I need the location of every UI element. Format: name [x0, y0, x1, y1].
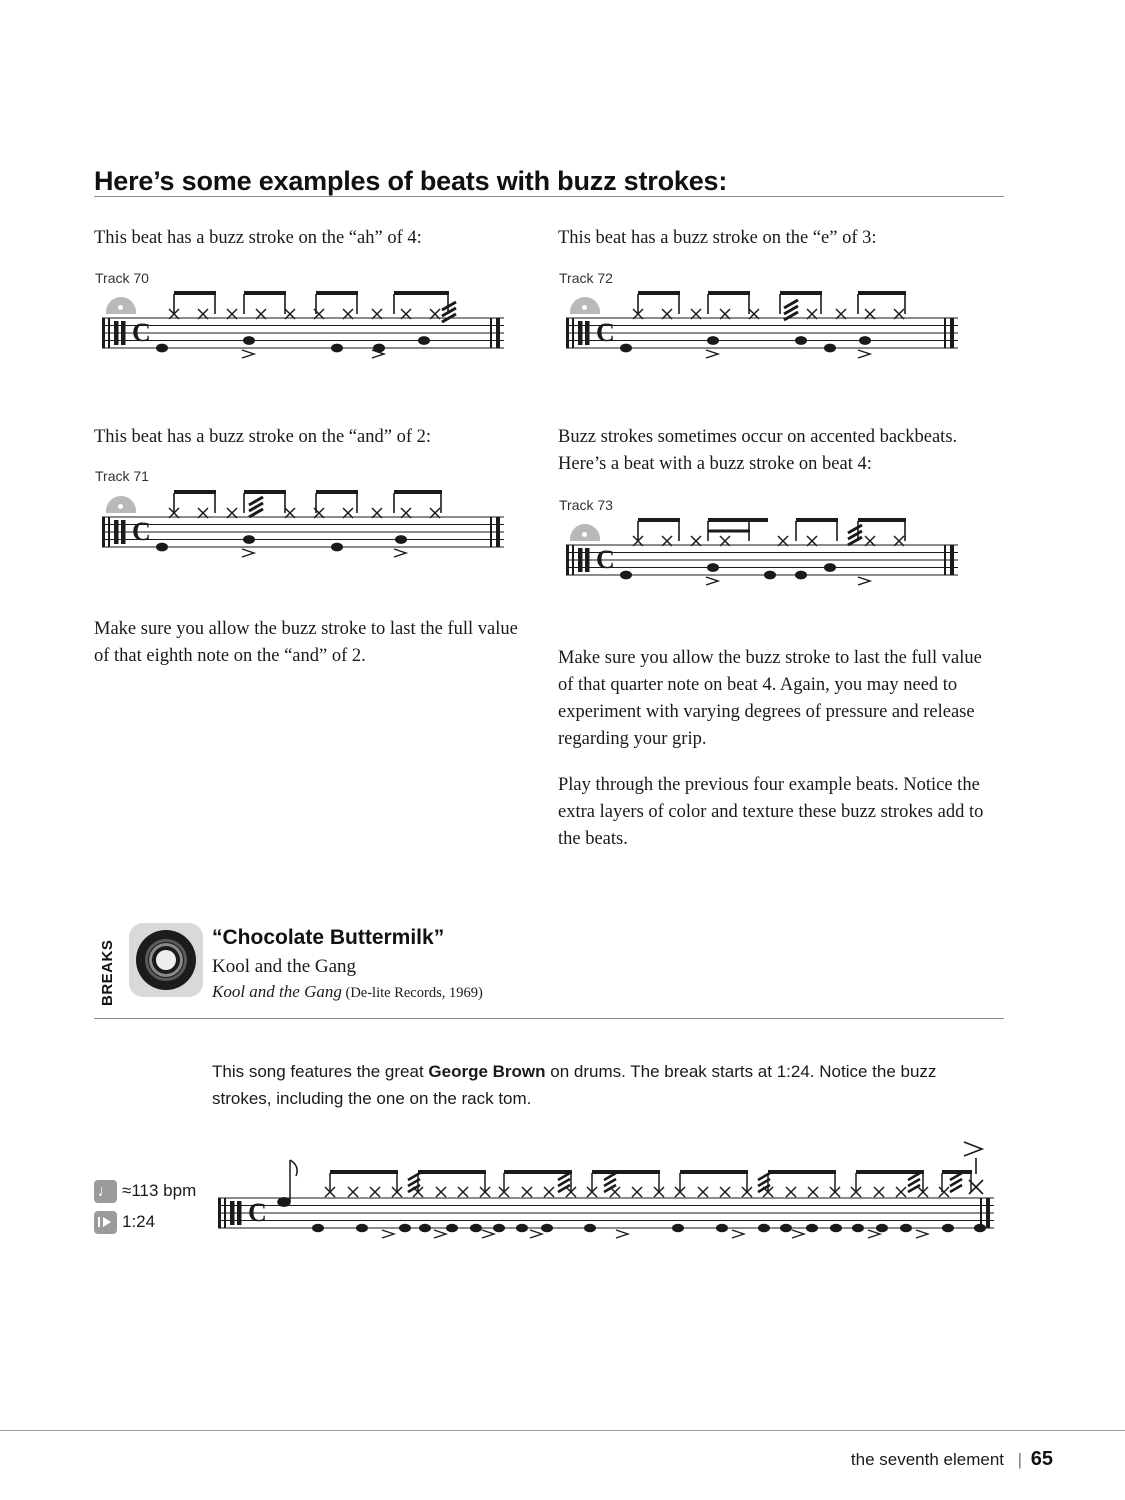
footer-separator: | — [1017, 1450, 1022, 1469]
footer-divider — [0, 1430, 1125, 1431]
page-number: 65 — [1030, 1448, 1053, 1470]
tempo-note-icon: ♩ — [94, 1180, 117, 1203]
break-description-suffix: on drums. The break starts at 1:24. Notice the buzz strokes, including the one on the rack tom. — [212, 1062, 937, 1108]
break-release-info: (De-lite Records, 1969) — [341, 985, 483, 1001]
example-3-notation — [94, 487, 514, 567]
right-note-2: Play through the previous four example beats. Notice the extra layers of color and texture these buzz strokes add to the beats. — [558, 775, 984, 849]
svg-text:C: C — [596, 318, 615, 347]
breaks-tab — [95, 922, 121, 1006]
break-album-title: Kool and the Gang — [212, 982, 342, 1001]
breaks-divider — [94, 1018, 1004, 1019]
svg-text:C: C — [596, 545, 615, 574]
break-drummer-name: George Brown — [428, 1062, 546, 1081]
right-note-1: Make sure you allow the buzz stroke to last the full value of that quarter note on beat 4. Again, you may need to experiment with varying degrees of pressure and release regarding your grip. — [558, 648, 982, 749]
break-artist: Kool and the Gang — [212, 956, 357, 977]
staff-svg-1 — [94, 288, 514, 368]
break-description-prefix: This song features the great — [212, 1062, 429, 1081]
staff-svg-2 — [558, 288, 978, 368]
footer-section-label: the seventh element — [850, 1450, 1004, 1469]
staff-svg-4 — [558, 515, 978, 595]
example-2-caption: This beat has a buzz stroke on the “e” of 3: — [558, 228, 877, 248]
example-3-track-label: Track 71 — [95, 468, 149, 484]
example-4-caption: Buzz strokes sometimes occur on accented backbeats. Here’s a beat with a buzz stroke on beat 4: — [558, 427, 958, 474]
example-1-track-label: Track 70 — [95, 270, 149, 286]
example-2-track-label: Track 72 — [559, 270, 613, 286]
staff-svg-3 — [94, 487, 514, 567]
play-icon[interactable] — [94, 1211, 117, 1234]
break-album-line — [212, 982, 483, 1002]
break-timestamp: 1:24 — [122, 1212, 156, 1231]
svg-text:C: C — [248, 1198, 267, 1227]
example-4-notation — [558, 515, 978, 595]
staff-svg-break — [212, 1130, 1002, 1250]
break-song-title: “Chocolate Buttermilk” — [212, 926, 445, 949]
break-description — [212, 1058, 992, 1112]
svg-text:C: C — [132, 517, 151, 546]
left-note-text: Make sure you allow the buzz stroke to last the full value of that eighth note on the “and” of 2. — [94, 619, 518, 666]
example-1-caption: This beat has a buzz stroke on the “ah” of 4: — [94, 228, 422, 248]
heading-divider — [94, 196, 1004, 197]
breaks-tab-label: BREAKS — [99, 939, 116, 1006]
vinyl-disc — [136, 930, 196, 990]
break-notation — [212, 1130, 1002, 1250]
tempo-value: ≈113 bpm — [122, 1181, 197, 1200]
example-3-caption: This beat has a buzz stroke on the “and” of 2: — [94, 427, 431, 447]
example-4-track-label: Track 73 — [559, 497, 613, 513]
example-2-notation — [558, 288, 978, 368]
example-1-notation — [94, 288, 514, 368]
page-title: Here’s some examples of beats with buzz strokes: — [94, 166, 728, 197]
vinyl-record-icon — [129, 923, 203, 997]
svg-text:C: C — [132, 318, 151, 347]
